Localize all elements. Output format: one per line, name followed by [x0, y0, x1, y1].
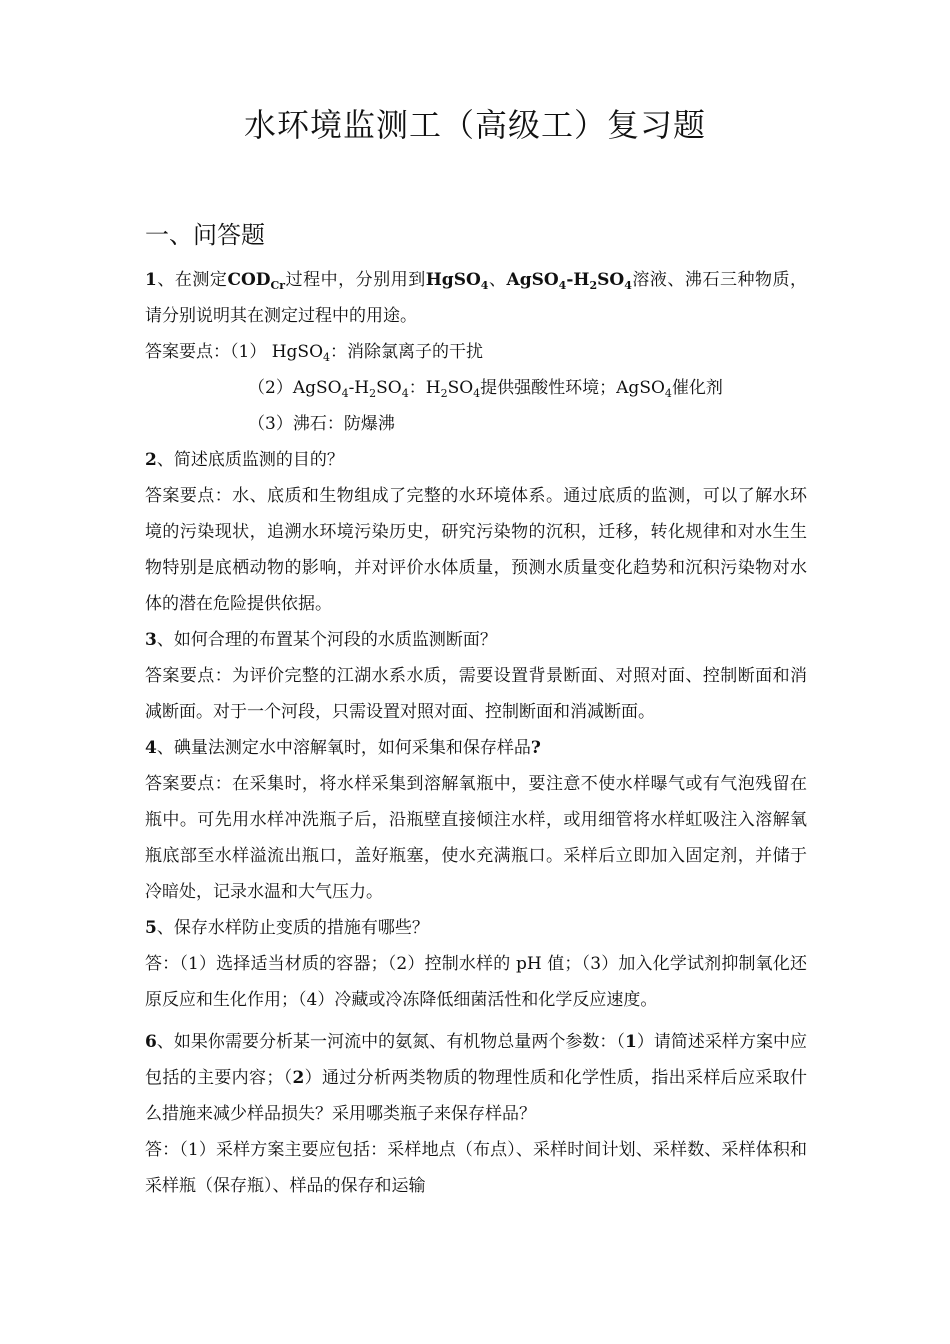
- question-text: 、如何合理的布置某个河段的水质监测断面？: [156, 630, 497, 650]
- question-number: 2: [145, 450, 157, 470]
- answer-5: 答：（1）选择适当材质的容器；（2）控制水样的 pH 值；（3）加入化学试剂抑制氧化还原反应和生化作用；（4）冷藏或冷冻降低细菌活性和化学反应速度。: [145, 954, 807, 1010]
- answer-4: 答案要点：在采集时，将水样采集到溶解氧瓶中，要注意不使水样曝气或有气泡残留在瓶中。可先用水样冲洗瓶子后，沿瓶壁直接倾注水样，或用细管将水样虹吸注入溶解氧瓶底部至水样溢流出瓶口，盖好瓶塞，使水充满瓶口。采样后立即加入固定剂，并储于冷暗处，记录水温和大气压力。: [145, 774, 807, 902]
- answer-2: 答案要点：水、底质和生物组成了完整的水环境体系。通过底质的监测，可以了解水环境的污染现状，追溯水环境污染历史，研究污染物的沉积，迁移，转化规律和对水生生物特别是底栖动物的影响，并对评价水体质量，预测水质量变化趋势和沉积污染物对水体的潜在危险提供依据。: [145, 486, 807, 614]
- question-number: 1: [145, 270, 157, 290]
- section-heading: 一、问答题: [145, 221, 265, 249]
- question-text: 溶液、沸石三种物质，请分别说明其在测定过程中的用途。: [145, 270, 808, 326]
- answer-3: 答案要点：为评价完整的江湖水系水质，需要设置背景断面、对照对面、控制断面和消减断面。对于一个河段，只需设置对照对面、控制断面和消减断面。: [145, 666, 807, 722]
- question-number: 3: [145, 630, 157, 650]
- question-text: 、简述底质监测的目的？: [156, 450, 344, 470]
- question-number: 6: [145, 1032, 157, 1052]
- formula-agso4-h2so4: $AgSO_4-H_2SO_4$: [506, 270, 632, 292]
- formula-cod: $COD_{Cr}$: [227, 270, 286, 292]
- question-5: [145, 910, 807, 946]
- question-number: 4: [145, 738, 157, 758]
- document-body: [145, 262, 807, 1204]
- question-number: 5: [145, 918, 157, 938]
- question-6: 6、如果你需要分析某一河流中的氨氮、有机物总量两个参数：（1）请简述采样方案中应包括的主要内容；（2）通过分析两类物质的物理性质和化学性质，指出采样后应采取什么措施来减少样品损失？采用哪类瓶子来保存样品？: [145, 1032, 808, 1124]
- answer-6: 答：（1）采样方案主要应包括：采样地点（布点）、采样时间计划、采样数、采样体积和采样瓶（保存瓶）、样品的保存和运输: [145, 1140, 807, 1196]
- formula-hgso4: HgSO$_4$: [425, 270, 489, 292]
- question-text: 、: [488, 270, 507, 290]
- page-title: 水环境监测工（高级工）复习题: [243, 106, 706, 144]
- question-4: [145, 730, 807, 766]
- question-text: 过程中，分别用到: [285, 270, 426, 290]
- answer-1-item-1: 答案要点：（1） HgSO$_4$：消除氯离子的干扰: [145, 342, 484, 364]
- answer-1-item-3: （3）沸石：防爆沸: [248, 414, 395, 434]
- question-text: 、保存水样防止变质的措施有哪些？: [156, 918, 429, 938]
- question-text: 、碘量法测定水中溶解氧时，如何采集和保存样品: [156, 738, 531, 758]
- answer-1-item-2: $(2)AgSO_4-H_2SO_4$：$H_2SO_4$提供强酸性环境；AgSO$_4$催化剂: [248, 378, 723, 400]
- question-3: [145, 622, 807, 658]
- question-mark: ?: [530, 738, 541, 758]
- question-text: 、在测定: [156, 270, 228, 290]
- question-1: [145, 262, 807, 334]
- question-2: [145, 442, 807, 478]
